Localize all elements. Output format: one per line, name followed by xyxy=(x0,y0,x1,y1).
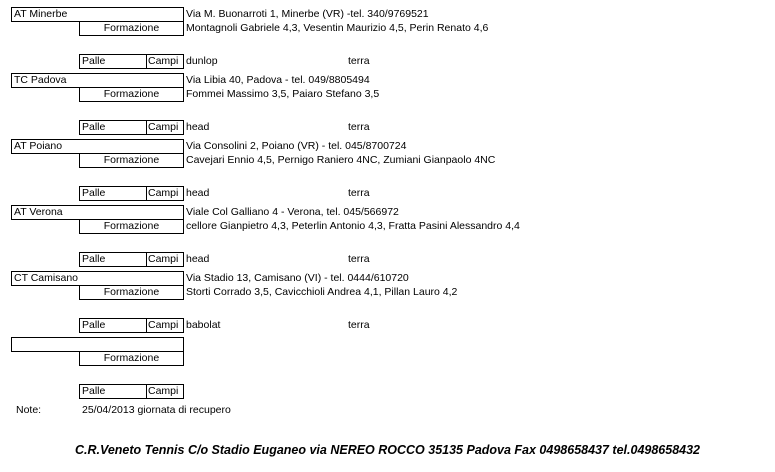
club-players: cellore Gianpietro 4,3, Peterlin Antonio 4,3, Fratta Pasini Alessandro 4,4 xyxy=(186,220,520,232)
club-address: Via Libia 40, Padova - tel. 049/8805494 xyxy=(186,74,370,86)
club-players: Storti Corrado 3,5, Cavicchioli Andrea 4,1, Pillan Lauro 4,2 xyxy=(186,286,458,298)
club-address: Via Consolini 2, Poiano (VR) - tel. 045/8700724 xyxy=(186,140,407,152)
club-name-cell: CT Camisano xyxy=(11,271,184,286)
court-surface: terra xyxy=(348,253,370,265)
palle-label: Palle xyxy=(79,384,147,399)
club-address: Via M. Buonarroti 1, Minerbe (VR) -tel. 340/9769521 xyxy=(186,8,429,20)
formazione-label: Formazione xyxy=(79,219,184,234)
campi-label: Campi xyxy=(146,120,184,135)
court-surface: terra xyxy=(348,55,370,67)
court-surface: terra xyxy=(348,319,370,331)
footer-contact: C.R.Veneto Tennis C/o Stadio Euganeo via NEREO ROCCO 35135 Padova Fax 0498658437 tel.0498658432 xyxy=(74,443,701,457)
court-surface: terra xyxy=(348,187,370,199)
club-block xyxy=(0,7,775,73)
club-name-cell: AT Minerbe xyxy=(11,7,184,22)
club-players: Cavejari Ennio 4,5, Pernigo Raniero 4NC, Zumiani Gianpaolo 4NC xyxy=(186,154,496,166)
note-label: Note: xyxy=(16,404,42,416)
formazione-label: Formazione xyxy=(79,351,184,366)
club-block-empty xyxy=(0,337,775,403)
club-name-cell: AT Poiano xyxy=(11,139,184,154)
club-block xyxy=(0,205,775,271)
ball-brand: babolat xyxy=(186,319,221,331)
campi-label: Campi xyxy=(146,318,184,333)
club-block xyxy=(0,73,775,139)
campi-label: Campi xyxy=(146,54,184,69)
club-players: Montagnoli Gabriele 4,3, Vesentin Maurizio 4,5, Perin Renato 4,6 xyxy=(186,22,489,34)
club-address: Viale Col Galliano 4 - Verona, tel. 045/566972 xyxy=(186,206,399,218)
palle-label: Palle xyxy=(79,318,147,333)
campi-label: Campi xyxy=(146,186,184,201)
club-block xyxy=(0,139,775,205)
palle-label: Palle xyxy=(79,54,147,69)
club-address: Via Stadio 13, Camisano (VI) - tel. 0444/610720 xyxy=(186,272,409,284)
palle-label: Palle xyxy=(79,252,147,267)
formazione-label: Formazione xyxy=(79,153,184,168)
campi-label: Campi xyxy=(146,252,184,267)
formazione-label: Formazione xyxy=(79,21,184,36)
club-name-cell xyxy=(11,337,184,352)
formazione-label: Formazione xyxy=(79,87,184,102)
ball-brand: dunlop xyxy=(186,55,218,67)
palle-label: Palle xyxy=(79,186,147,201)
palle-label: Palle xyxy=(79,120,147,135)
club-name-cell: TC Padova xyxy=(11,73,184,88)
club-players: Fommei Massimo 3,5, Paiaro Stefano 3,5 xyxy=(186,88,380,100)
note-text: 25/04/2013 giornata di recupero xyxy=(82,404,231,416)
club-name-cell: AT Verona xyxy=(11,205,184,220)
campi-label: Campi xyxy=(146,384,184,399)
ball-brand: head xyxy=(186,187,210,199)
ball-brand: head xyxy=(186,121,210,133)
formazione-label: Formazione xyxy=(79,285,184,300)
club-block xyxy=(0,271,775,337)
ball-brand: head xyxy=(186,253,210,265)
court-surface: terra xyxy=(348,121,370,133)
